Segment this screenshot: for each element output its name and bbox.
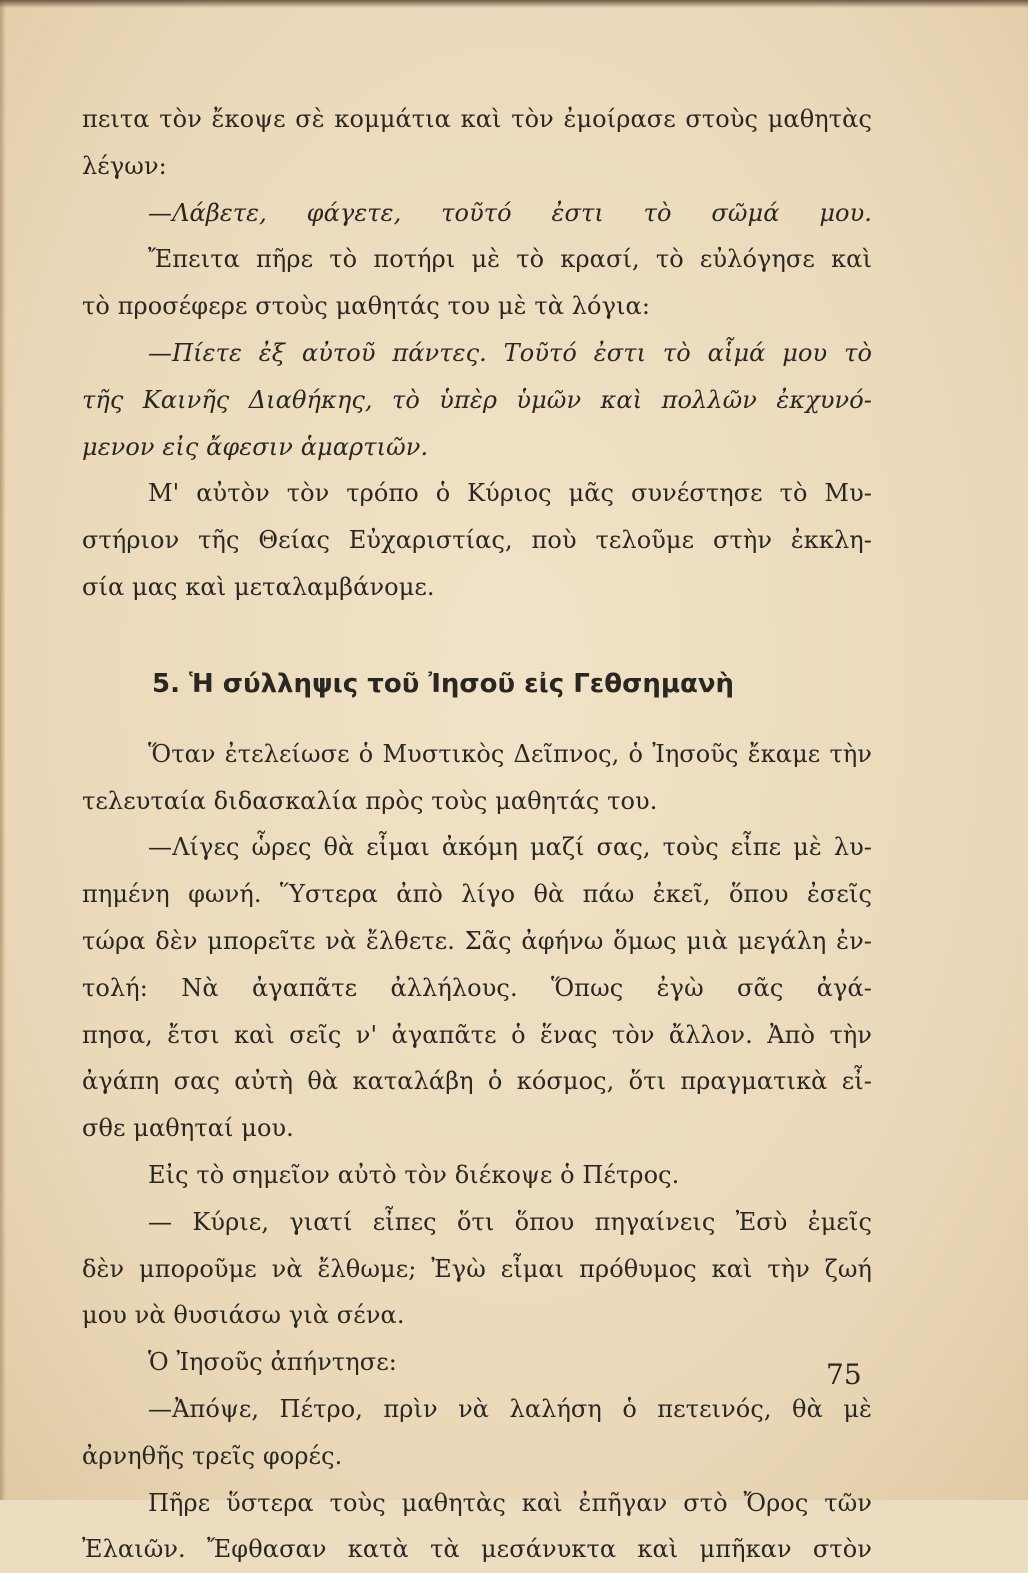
text-line: Ὁ Ἰησοῦς ἀπήντησε: bbox=[148, 1348, 397, 1377]
text-line: Ἔπειτα πῆρε τὸ ποτήρι μὲ τὸ κρασί, τὸ εὐλόγησε καὶ bbox=[148, 245, 872, 274]
text-line: Πῆρε ὕστερα τοὺς μαθητὰς καὶ ἐπῆγαν στὸ Ὄρος τῶν bbox=[148, 1488, 872, 1517]
text-line: δὲν μποροῦμε νὰ ἔλθωμε; Ἐγὼ εἶμαι πρόθυμος καὶ τὴν ζωή bbox=[82, 1254, 872, 1283]
text-line: τῆς Καινῆς Διαθήκης, τὸ ὑπὲρ ὑμῶν καὶ πολλῶν ἐκχυνό- bbox=[82, 385, 872, 414]
text-line: Μ' αὐτὸν τὸν τρόπο ὁ Κύριος μᾶς συνέστησε τὸ Μυ- bbox=[148, 479, 872, 508]
text-line: Εἰς τὸ σημεῖον αὐτὸ τὸν διέκοψε ὁ Πέτρος. bbox=[148, 1160, 680, 1189]
text-line: ἀρνηθῆς τρεῖς φορές. bbox=[82, 1441, 343, 1470]
text-line: μενον εἰς ἄφεσιν ἁμαρτιῶν. bbox=[82, 432, 429, 461]
page-number: 75 bbox=[826, 1358, 862, 1391]
text-line: σία μας καὶ μεταλαμβάνομε. bbox=[82, 572, 435, 601]
paragraphs-before-heading bbox=[82, 96, 872, 611]
page-top-edge-shadow bbox=[0, 0, 1028, 8]
text-line: τὸ προσέφερε στοὺς μαθητάς του μὲ τὰ λόγια: bbox=[82, 292, 651, 321]
text-line: —Ἀπόψε, Πέτρο, πρὶν νὰ λαλήση ὁ πετεινός, θὰ μὲ bbox=[148, 1394, 872, 1423]
text-line: —Λίγες ὧρες θὰ εἶμαι ἀκόμη μαζί σας, τοὺς εἶπε μὲ λυ- bbox=[148, 833, 872, 862]
heading-spacer-bottom bbox=[82, 713, 872, 731]
text-line: πειτα τὸν ἔκοψε σὲ κομμάτια καὶ τὸν ἐμοίρασε στοὺς μαθητὰς bbox=[82, 105, 872, 133]
section-heading: 5. Ἡ σύλληψις τοῦ Ἰησοῦ εἰς Γεθσημανὴ bbox=[152, 668, 735, 699]
text-line: λέγων: bbox=[82, 151, 167, 180]
text-line: —Λάβετε, φάγετε, τοῦτό ἐστι τὸ σῶμά μου. bbox=[148, 198, 872, 227]
heading-spacer-top bbox=[82, 611, 872, 655]
text-line: τολή: Νὰ ἀγαπᾶτε ἀλλήλους. Ὅπως ἐγὼ σᾶς ἀγά- bbox=[82, 973, 872, 1002]
text-line: σθε μαθηταί μου. bbox=[82, 1114, 294, 1143]
text-line: πησα, ἔτσι καὶ σεῖς ν' ἀγαπᾶτε ὁ ἕνας τὸν ἄλλον. Ἀπὸ τὴν bbox=[82, 1020, 872, 1049]
text-line: μου νὰ θυσιάσω γιὰ σένα. bbox=[82, 1301, 405, 1330]
page-text-block bbox=[82, 96, 872, 1573]
text-line: Ὅταν ἐτελείωσε ὁ Μυστικὸς Δεῖπνος, ὁ Ἰησοῦς ἔκαμε τὴν bbox=[148, 739, 872, 768]
text-line: πημένη φωνή. Ὕστερα ἀπὸ λίγο θὰ πάω ἐκεῖ, ὅπου ἐσεῖς bbox=[82, 880, 872, 909]
text-line: — Κύριε, γιατί εἶπες ὅτι ὅπου πηγαίνεις Ἐσὺ ἐμεῖς bbox=[148, 1207, 872, 1236]
text-line: —Πίετε ἐξ αὐτοῦ πάντες. Τοῦτό ἐστι τὸ αἷμά μου τὸ bbox=[148, 338, 872, 367]
text-line: τελευταία διδασκαλία πρὸς τοὺς μαθητάς του. bbox=[82, 786, 658, 815]
paragraphs-after-heading bbox=[82, 731, 872, 1573]
text-line: στήριον τῆς Θείας Εὐχαριστίας, ποὺ τελοῦμε στὴν ἐκκλη- bbox=[82, 526, 872, 555]
text-line: ἀγάπη σας αὐτὴ θὰ καταλάβη ὁ κόσμος, ὅτι πραγματικὰ εἶ- bbox=[82, 1067, 872, 1096]
page-binding-shadow bbox=[0, 0, 6, 1500]
text-line: Ἐλαιῶν. Ἔφθασαν κατὰ τὰ μεσάνυκτα καὶ μπῆκαν στὸν bbox=[82, 1535, 872, 1564]
text-line: τώρα δὲν μπορεῖτε νὰ ἔλθετε. Σᾶς ἀφήνω ὅμως μιὰ μεγάλη ἐν- bbox=[82, 926, 872, 955]
